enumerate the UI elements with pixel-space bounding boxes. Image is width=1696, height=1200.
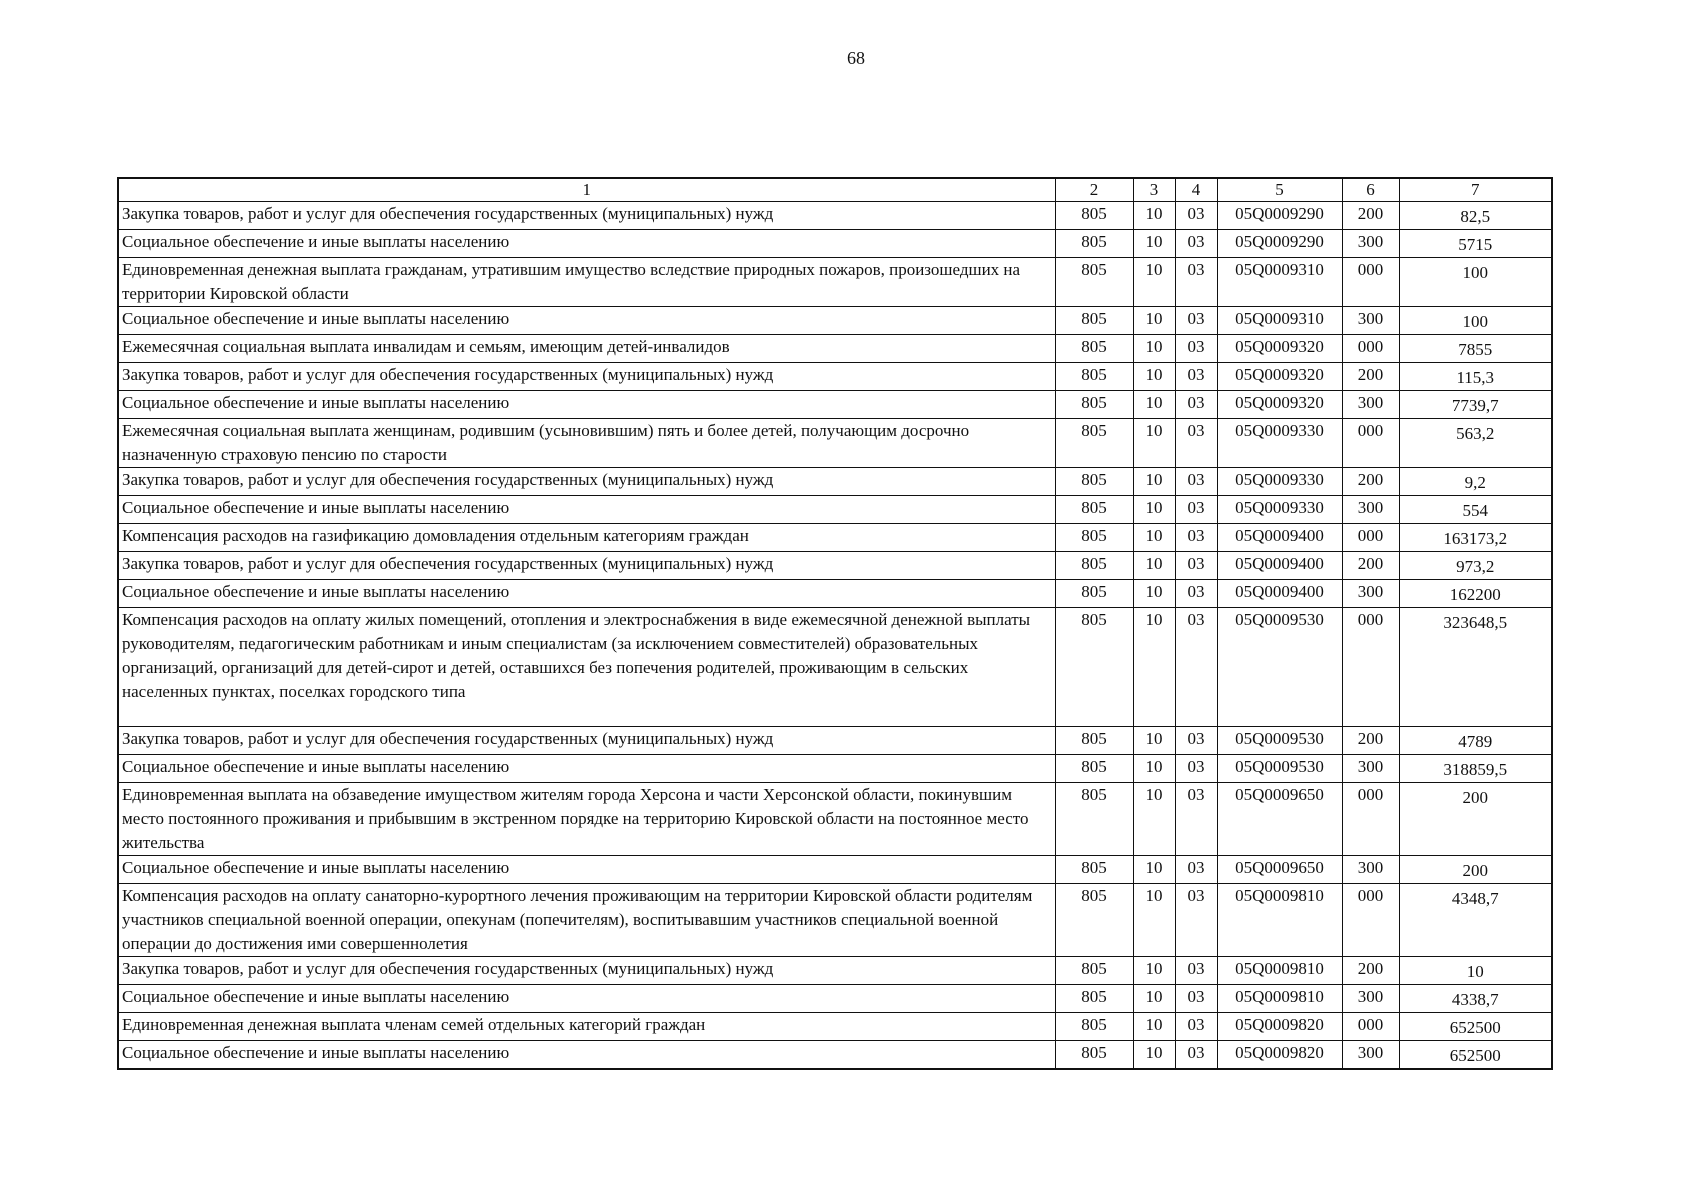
row-sum-cell: 9,2 — [1399, 468, 1552, 496]
row-kind-cell: 000 — [1342, 1013, 1399, 1041]
table-row — [118, 258, 1552, 307]
row-code-cell: 805 — [1055, 552, 1133, 580]
row-item-cell: 05Q0009650 — [1217, 856, 1342, 884]
header-cell-5: 5 — [1217, 178, 1342, 202]
table-row — [118, 884, 1552, 957]
row-section-cell: 10 — [1133, 524, 1175, 552]
row-section-cell: 10 — [1133, 391, 1175, 419]
row-code-cell: 805 — [1055, 363, 1133, 391]
row-code-cell: 805 — [1055, 580, 1133, 608]
row-name-cell: Закупка товаров, работ и услуг для обеспечения государственных (муниципальных) нужд — [118, 727, 1055, 755]
row-item-cell: 05Q0009810 — [1217, 957, 1342, 985]
header-cell-7: 7 — [1399, 178, 1552, 202]
row-item-cell: 05Q0009320 — [1217, 391, 1342, 419]
row-name-cell: Компенсация расходов на газификацию домовладения отдельным категориям граждан — [118, 524, 1055, 552]
row-item-cell: 05Q0009820 — [1217, 1041, 1342, 1070]
row-section-cell: 10 — [1133, 307, 1175, 335]
row-kind-cell: 300 — [1342, 755, 1399, 783]
row-subsection-cell: 03 — [1175, 580, 1217, 608]
row-sum-cell: 163173,2 — [1399, 524, 1552, 552]
row-sum-cell: 563,2 — [1399, 419, 1552, 468]
row-kind-cell: 200 — [1342, 363, 1399, 391]
row-name-cell: Закупка товаров, работ и услуг для обеспечения государственных (муниципальных) нужд — [118, 957, 1055, 985]
row-sum-cell: 554 — [1399, 496, 1552, 524]
row-code-cell: 805 — [1055, 202, 1133, 230]
row-section-cell: 10 — [1133, 230, 1175, 258]
row-section-cell: 10 — [1133, 468, 1175, 496]
row-code-cell: 805 — [1055, 335, 1133, 363]
row-code-cell: 805 — [1055, 258, 1133, 307]
row-code-cell: 805 — [1055, 856, 1133, 884]
row-sum-cell: 652500 — [1399, 1041, 1552, 1070]
row-sum-cell: 162200 — [1399, 580, 1552, 608]
table-row — [118, 580, 1552, 608]
row-code-cell: 805 — [1055, 230, 1133, 258]
row-section-cell: 10 — [1133, 1041, 1175, 1070]
row-sum-cell: 4338,7 — [1399, 985, 1552, 1013]
row-sum-cell: 10 — [1399, 957, 1552, 985]
row-subsection-cell: 03 — [1175, 552, 1217, 580]
table-row — [118, 230, 1552, 258]
row-code-cell: 805 — [1055, 727, 1133, 755]
row-name-cell: Компенсация расходов на оплату санаторно-курортного лечения проживающим на территории Кировской области родителям участников специальной военной операции, опекунам (попечителям), воспитывавшим участников специальной военной операции до достижения ими совершеннолетия — [118, 884, 1055, 957]
row-subsection-cell: 03 — [1175, 468, 1217, 496]
row-subsection-cell: 03 — [1175, 727, 1217, 755]
row-kind-cell: 200 — [1342, 552, 1399, 580]
table-row — [118, 468, 1552, 496]
row-subsection-cell: 03 — [1175, 419, 1217, 468]
row-sum-cell: 200 — [1399, 856, 1552, 884]
table-row — [118, 202, 1552, 230]
row-code-cell: 805 — [1055, 985, 1133, 1013]
table-row — [118, 1013, 1552, 1041]
row-sum-cell: 100 — [1399, 307, 1552, 335]
row-section-cell: 10 — [1133, 496, 1175, 524]
row-code-cell: 805 — [1055, 608, 1133, 727]
row-section-cell: 10 — [1133, 419, 1175, 468]
table-row — [118, 727, 1552, 755]
row-subsection-cell: 03 — [1175, 258, 1217, 307]
row-name-cell: Единовременная выплата на обзаведение имуществом жителям города Херсона и части Херсонской области, покинувшим место постоянного проживания и прибывшим в экстренном порядке на территорию Кировской области на постоянное место жительства — [118, 783, 1055, 856]
table-row — [118, 363, 1552, 391]
row-item-cell: 05Q0009810 — [1217, 985, 1342, 1013]
row-subsection-cell: 03 — [1175, 755, 1217, 783]
header-cell-6: 6 — [1342, 178, 1399, 202]
row-kind-cell: 000 — [1342, 524, 1399, 552]
row-name-cell: Закупка товаров, работ и услуг для обеспечения государственных (муниципальных) нужд — [118, 552, 1055, 580]
row-item-cell: 05Q0009400 — [1217, 552, 1342, 580]
row-item-cell: 05Q0009290 — [1217, 202, 1342, 230]
row-code-cell: 805 — [1055, 1013, 1133, 1041]
row-sum-cell: 5715 — [1399, 230, 1552, 258]
row-kind-cell: 000 — [1342, 258, 1399, 307]
row-item-cell: 05Q0009320 — [1217, 335, 1342, 363]
row-section-cell: 10 — [1133, 957, 1175, 985]
row-subsection-cell: 03 — [1175, 524, 1217, 552]
row-sum-cell: 7855 — [1399, 335, 1552, 363]
table-row — [118, 524, 1552, 552]
row-section-cell: 10 — [1133, 755, 1175, 783]
row-subsection-cell: 03 — [1175, 391, 1217, 419]
row-section-cell: 10 — [1133, 580, 1175, 608]
header-cell-1: 1 — [118, 178, 1055, 202]
row-kind-cell: 000 — [1342, 783, 1399, 856]
row-subsection-cell: 03 — [1175, 1041, 1217, 1070]
header-cell-4: 4 — [1175, 178, 1217, 202]
row-section-cell: 10 — [1133, 856, 1175, 884]
row-kind-cell: 000 — [1342, 608, 1399, 727]
row-sum-cell: 323648,5 — [1399, 608, 1552, 727]
page-number: 68 — [847, 48, 865, 68]
row-name-cell: Компенсация расходов на оплату жилых помещений, отопления и электроснабжения в виде ежемесячной денежной выплаты руководителям, педагогическим работникам и иным специалистам (за исключением совместителей) образовательных организаций, организаций для детей-сирот и детей, оставшихся без попечения родителей, проживающим в сельских населенных пунктах, поселках городского типа — [118, 608, 1055, 727]
row-name-cell: Ежемесячная социальная выплата инвалидам и семьям, имеющим детей-инвалидов — [118, 335, 1055, 363]
row-code-cell: 805 — [1055, 884, 1133, 957]
row-kind-cell: 300 — [1342, 985, 1399, 1013]
row-item-cell: 05Q0009820 — [1217, 1013, 1342, 1041]
row-sum-cell: 7739,7 — [1399, 391, 1552, 419]
row-code-cell: 805 — [1055, 957, 1133, 985]
row-item-cell: 05Q0009650 — [1217, 783, 1342, 856]
row-name-cell: Закупка товаров, работ и услуг для обеспечения государственных (муниципальных) нужд — [118, 202, 1055, 230]
row-name-cell: Единовременная денежная выплата членам семей отдельных категорий граждан — [118, 1013, 1055, 1041]
table-row — [118, 391, 1552, 419]
row-name-cell: Социальное обеспечение и иные выплаты населению — [118, 1041, 1055, 1070]
row-sum-cell: 100 — [1399, 258, 1552, 307]
table-row — [118, 608, 1552, 727]
row-name-cell: Социальное обеспечение и иные выплаты населению — [118, 230, 1055, 258]
table-row — [118, 307, 1552, 335]
row-kind-cell: 200 — [1342, 202, 1399, 230]
row-sum-cell: 115,3 — [1399, 363, 1552, 391]
table-row — [118, 552, 1552, 580]
row-name-cell: Закупка товаров, работ и услуг для обеспечения государственных (муниципальных) нужд — [118, 363, 1055, 391]
row-subsection-cell: 03 — [1175, 884, 1217, 957]
row-item-cell: 05Q0009530 — [1217, 727, 1342, 755]
row-kind-cell: 300 — [1342, 391, 1399, 419]
row-name-cell: Социальное обеспечение и иные выплаты населению — [118, 985, 1055, 1013]
row-kind-cell: 200 — [1342, 957, 1399, 985]
row-item-cell: 05Q0009320 — [1217, 363, 1342, 391]
row-section-cell: 10 — [1133, 552, 1175, 580]
row-name-cell: Социальное обеспечение и иные выплаты населению — [118, 391, 1055, 419]
row-kind-cell: 000 — [1342, 335, 1399, 363]
table-row — [118, 1041, 1552, 1070]
row-sum-cell: 4348,7 — [1399, 884, 1552, 957]
row-section-cell: 10 — [1133, 884, 1175, 957]
row-section-cell: 10 — [1133, 335, 1175, 363]
row-name-cell: Ежемесячная социальная выплата женщинам, родившим (усыновившим) пять и более детей, получающим досрочно назначенную страховую пенсию по старости — [118, 419, 1055, 468]
row-section-cell: 10 — [1133, 985, 1175, 1013]
row-code-cell: 805 — [1055, 1041, 1133, 1070]
row-name-cell: Социальное обеспечение и иные выплаты населению — [118, 496, 1055, 524]
row-subsection-cell: 03 — [1175, 307, 1217, 335]
row-kind-cell: 300 — [1342, 307, 1399, 335]
row-kind-cell: 000 — [1342, 884, 1399, 957]
row-sum-cell: 652500 — [1399, 1013, 1552, 1041]
table-body — [118, 202, 1552, 1070]
row-subsection-cell: 03 — [1175, 363, 1217, 391]
table-row — [118, 957, 1552, 985]
row-item-cell: 05Q0009330 — [1217, 496, 1342, 524]
row-subsection-cell: 03 — [1175, 335, 1217, 363]
row-item-cell: 05Q0009310 — [1217, 307, 1342, 335]
row-sum-cell: 973,2 — [1399, 552, 1552, 580]
row-kind-cell: 300 — [1342, 1041, 1399, 1070]
row-name-cell: Единовременная денежная выплата гражданам, утратившим имущество вследствие природных пожаров, произошедших на территории Кировской области — [118, 258, 1055, 307]
row-item-cell: 05Q0009310 — [1217, 258, 1342, 307]
row-section-cell: 10 — [1133, 608, 1175, 727]
row-code-cell: 805 — [1055, 524, 1133, 552]
row-kind-cell: 200 — [1342, 468, 1399, 496]
row-code-cell: 805 — [1055, 307, 1133, 335]
row-subsection-cell: 03 — [1175, 202, 1217, 230]
row-kind-cell: 200 — [1342, 727, 1399, 755]
row-subsection-cell: 03 — [1175, 783, 1217, 856]
row-name-cell: Закупка товаров, работ и услуг для обеспечения государственных (муниципальных) нужд — [118, 468, 1055, 496]
row-kind-cell: 300 — [1342, 496, 1399, 524]
row-sum-cell: 318859,5 — [1399, 755, 1552, 783]
row-section-cell: 10 — [1133, 727, 1175, 755]
row-item-cell: 05Q0009400 — [1217, 524, 1342, 552]
header-cell-2: 2 — [1055, 178, 1133, 202]
row-kind-cell: 000 — [1342, 419, 1399, 468]
row-code-cell: 805 — [1055, 783, 1133, 856]
header-row — [118, 178, 1552, 202]
row-sum-cell: 82,5 — [1399, 202, 1552, 230]
row-subsection-cell: 03 — [1175, 496, 1217, 524]
table-row — [118, 755, 1552, 783]
row-subsection-cell: 03 — [1175, 608, 1217, 727]
row-item-cell: 05Q0009810 — [1217, 884, 1342, 957]
table-row — [118, 985, 1552, 1013]
row-code-cell: 805 — [1055, 468, 1133, 496]
row-item-cell: 05Q0009530 — [1217, 755, 1342, 783]
table-row — [118, 335, 1552, 363]
row-kind-cell: 300 — [1342, 230, 1399, 258]
row-item-cell: 05Q0009330 — [1217, 419, 1342, 468]
row-subsection-cell: 03 — [1175, 856, 1217, 884]
row-subsection-cell: 03 — [1175, 1013, 1217, 1041]
table-row — [118, 496, 1552, 524]
row-name-cell: Социальное обеспечение и иные выплаты населению — [118, 856, 1055, 884]
row-subsection-cell: 03 — [1175, 230, 1217, 258]
row-subsection-cell: 03 — [1175, 957, 1217, 985]
table-row — [118, 783, 1552, 856]
row-sum-cell: 4789 — [1399, 727, 1552, 755]
row-name-cell: Социальное обеспечение и иные выплаты населению — [118, 580, 1055, 608]
table-row — [118, 856, 1552, 884]
row-code-cell: 805 — [1055, 496, 1133, 524]
row-section-cell: 10 — [1133, 1013, 1175, 1041]
row-code-cell: 805 — [1055, 755, 1133, 783]
budget-table — [117, 177, 1553, 1070]
row-section-cell: 10 — [1133, 363, 1175, 391]
row-item-cell: 05Q0009530 — [1217, 608, 1342, 727]
table-row — [118, 419, 1552, 468]
row-item-cell: 05Q0009290 — [1217, 230, 1342, 258]
row-item-cell: 05Q0009400 — [1217, 580, 1342, 608]
row-section-cell: 10 — [1133, 783, 1175, 856]
row-kind-cell: 300 — [1342, 856, 1399, 884]
row-section-cell: 10 — [1133, 258, 1175, 307]
row-name-cell: Социальное обеспечение и иные выплаты населению — [118, 307, 1055, 335]
row-kind-cell: 300 — [1342, 580, 1399, 608]
row-item-cell: 05Q0009330 — [1217, 468, 1342, 496]
header-cell-3: 3 — [1133, 178, 1175, 202]
row-sum-cell: 200 — [1399, 783, 1552, 856]
row-code-cell: 805 — [1055, 391, 1133, 419]
row-subsection-cell: 03 — [1175, 985, 1217, 1013]
row-section-cell: 10 — [1133, 202, 1175, 230]
row-name-cell: Социальное обеспечение и иные выплаты населению — [118, 755, 1055, 783]
row-code-cell: 805 — [1055, 419, 1133, 468]
